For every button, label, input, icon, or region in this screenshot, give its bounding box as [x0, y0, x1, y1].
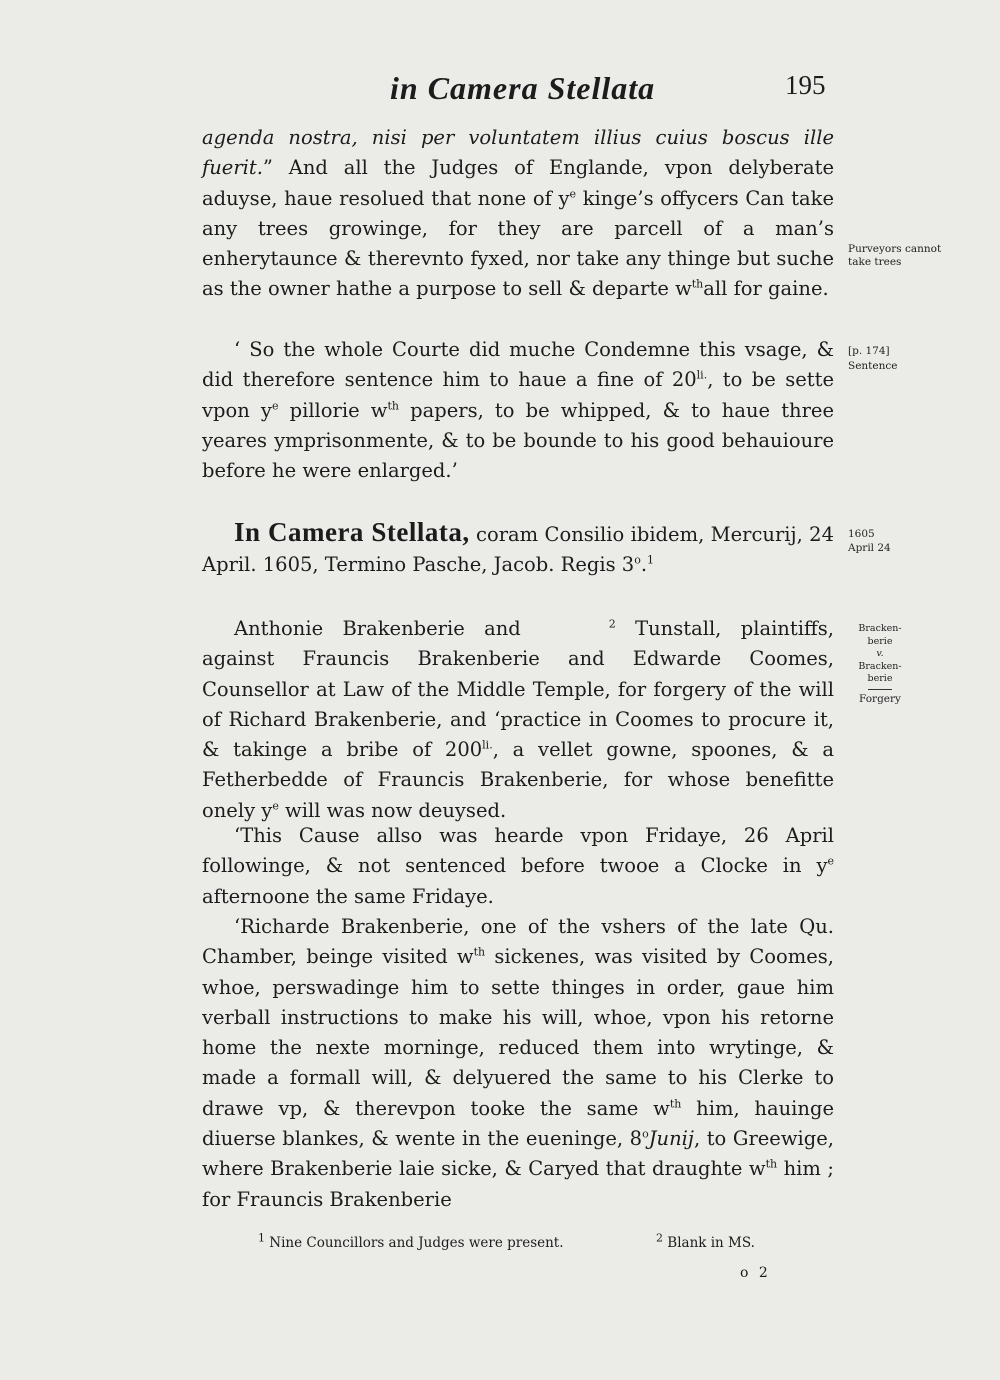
text: ” And all the Judges of Englande, vpon delyberate aduyse, haue resolued that none of y	[202, 156, 834, 210]
superscript: e	[272, 799, 279, 813]
text: all for gaine.	[703, 277, 829, 301]
signature-mark: o 2	[740, 1265, 771, 1281]
superscript: th	[387, 399, 399, 413]
text: sickenes, was visited by Coomes, whoe, perswadinge him to sette thinges in order, gaue him verball instructions to make his will, whoe, vpon his retorne home the nexte morninge, reduced them into wrytinge, & made a formall will, & delyuered the same to his Clerke to drawe vp, & therevpon tooke the same w	[202, 945, 834, 1120]
margin-note-case	[852, 623, 908, 705]
text: Tunstall, plaintiffs, against Frauncis Brakenberie and Edwarde Coomes, Counsellor at Law of the Middle Temple, for forgery of the will of Richard Brakenberie, and ‘practice in Coomes to procure it, & takinge a bribe of 200	[202, 617, 834, 762]
margin-note-year: 1605	[848, 528, 875, 540]
text: Anthonie Brakenberie and	[234, 617, 521, 640]
paragraph-3	[202, 614, 834, 826]
text: will was now deuysed.	[278, 798, 507, 822]
margin-note-date: April 24	[848, 542, 891, 554]
superscript: th	[669, 1097, 682, 1111]
paragraph-2	[202, 335, 834, 486]
footnote-ref: 2	[608, 617, 616, 631]
text: , to be sette vpon y	[202, 368, 834, 422]
margin-note-page-ref: [p. 174]	[848, 345, 890, 357]
text: pillorie w	[278, 398, 388, 422]
page-number: 195	[785, 70, 826, 100]
text: afternoone the same Fridaye.	[202, 884, 494, 908]
text: papers, to be whipped, & to haue three yeares ymprisonmente, & to be bounde to his good behauioure before he were enlarged.’	[202, 398, 834, 483]
text: , a vellet gowne, spoones, & a Fetherbedde of Frauncis Brakenberie, for whose benefitte onely y	[202, 738, 835, 822]
superscript: o	[642, 1127, 649, 1141]
paragraph-4	[202, 821, 834, 912]
superscript: th	[691, 277, 704, 291]
superscript: th	[765, 1157, 778, 1171]
text: .	[640, 553, 648, 577]
footnote-2	[656, 1231, 755, 1251]
margin-note-purveyors: Purveyors cannot take trees	[848, 243, 942, 268]
superscript: e	[827, 854, 834, 868]
text: ‘This Cause allso was hearde vpon Fridaye, 26 April followinge, & not sentenced before twooe a Clocke in y	[202, 824, 834, 878]
text: ‘ So the whole Courte did muche Condemne this vsage, & did therefore sentence him to haue a fine of 20	[202, 338, 834, 392]
superscript: th	[473, 945, 486, 959]
superscript: e	[569, 187, 577, 201]
text: ‘Richarde Brakenberie, one of the vshers of the late Qu. Chamber, beinge visited w	[202, 915, 834, 969]
footnote-mark: 1	[258, 1231, 265, 1245]
text: him ; for Frauncis Brakenberie	[202, 1157, 834, 1211]
text: him, hauinge diuerse blankes, & wente in the eueninge, 8	[202, 1096, 834, 1151]
footnote-ref: 1	[647, 553, 655, 567]
case-versus: v.	[876, 648, 884, 659]
paragraph-1	[202, 123, 834, 305]
footnote-1	[258, 1231, 564, 1251]
section-heading	[202, 517, 834, 581]
text: , to Greewige, where Brakenberie laie sicke, & Caryed that draughte w	[202, 1127, 834, 1181]
paragraph-5	[202, 912, 834, 1215]
text: coram Consilio ibidem, Mercurij, 24 April. 1605, Termino Pasche, Jacob. Regis 3	[202, 523, 834, 577]
heading-blackletter: In Camera Stellata,	[234, 517, 470, 547]
divider	[868, 689, 892, 690]
case-party-1: Bracken-berie	[858, 623, 902, 647]
case-party-2: Bracken-berie	[858, 660, 902, 684]
italic-text: Junij	[648, 1127, 694, 1151]
margin-note-forgery: Forgery	[859, 692, 901, 705]
text: kinge’s offycers Can take any trees growinge, for they are parcell of a man’s enherytaunce & therevnto fyxed, nor take any thinge but suche as the owner hathe a purpose to sell & departe w	[202, 186, 834, 301]
footnote-mark: 2	[656, 1231, 663, 1245]
footnote-text: Blank in MS.	[663, 1235, 755, 1251]
latin-quote: agenda nostra, nisi per voluntatem illius cuius boscus ille fuerit.	[202, 126, 834, 180]
superscript: o	[634, 553, 641, 567]
superscript: e	[271, 399, 279, 413]
superscript: li.	[482, 738, 493, 752]
margin-note-sentence: Sentence	[848, 360, 898, 372]
superscript: li.	[696, 368, 708, 382]
running-title: in Camera Stellata	[390, 70, 656, 106]
footnote-text: Nine Councillors and Judges were present.	[265, 1235, 564, 1251]
